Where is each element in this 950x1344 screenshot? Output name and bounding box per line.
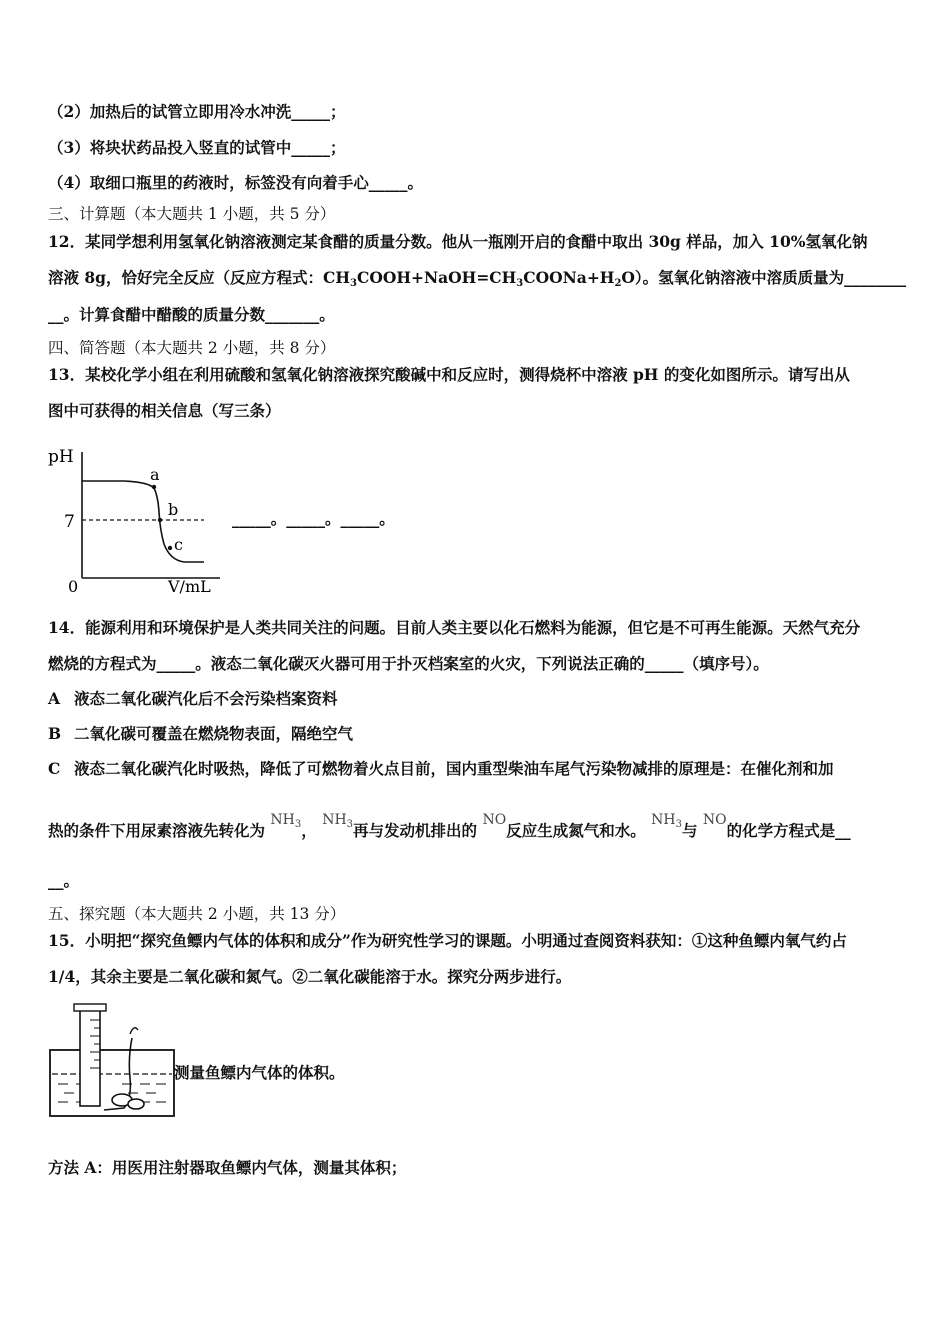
point-b-marker (158, 518, 162, 522)
nh3-3-base: NH (651, 812, 676, 828)
x-axis-label: V/mL (168, 577, 211, 594)
option-b-letter: B (48, 724, 62, 743)
q13-line-1: 13．某校化学小组在利用硫酸和氢氧化钠溶液探究酸碱中和反应时，测得烧杯中溶液 pH 的变化如图所示。请写出从 (48, 365, 850, 384)
q12-line-3: __。计算食醋中醋酸的质量分数_______。 (48, 305, 335, 324)
q11-item-3: （3）将块状药品投入竖直的试管中_____； (48, 138, 346, 157)
q14-line-2: 燃烧的方程式为_____。液态二氧化碳灭火器可用于扑灭档案室的火灾，下列说法正确的_____（填序号）。 (48, 654, 769, 673)
nh3-1-base: NH (270, 812, 295, 828)
q14-option-a (48, 689, 338, 709)
q14-line-end: __。 (48, 871, 80, 890)
nh3-formula-1 (270, 812, 301, 828)
option-b-text: 二氧化碳可覆盖在燃烧物表面，隔绝空气 (74, 724, 354, 743)
nh3-text-c: 反应生成氮气和水。 (506, 821, 646, 840)
nh3-text-a: 热的条件下用尿素溶液先转化为 (48, 821, 266, 840)
fish-bladder-2 (128, 1099, 144, 1109)
nh3-formula-2 (322, 812, 353, 828)
ph7-label: 7 (64, 512, 75, 532)
nh3-text-e: 的化学方程式是__ (726, 821, 851, 840)
nh3-text-b: 再与发动机排出的 (353, 821, 478, 840)
q14-nh3-line (48, 812, 851, 847)
measuring-cylinder (80, 1010, 100, 1106)
q12-line-2-a: 溶液 8g，恰好完全反应（反应方程式：CH (48, 268, 351, 287)
q12-line-1: 12．某同学想利用氢氧化钠溶液测定某食醋的质量分数。他从一瓶刚开启的食醋中取出 30g 样品，加入 10%氢氧化钠 (48, 232, 868, 251)
section-4-title: 四、简答题（本大题共 2 小题，共 8 分） (48, 339, 336, 357)
q14-option-c (48, 759, 834, 779)
q13-blanks: _____。_____。_____。 (232, 509, 395, 528)
q12-sub-2: 3 (516, 278, 524, 289)
no-formula-2: NO (702, 812, 727, 828)
ph-curve (82, 481, 204, 562)
gas-collection-apparatus (44, 998, 180, 1120)
nh3-formula-3 (651, 812, 682, 828)
q14-option-b (48, 724, 353, 744)
q12-sub-3: 2 (614, 278, 622, 289)
q14-line-1: 14．能源利用和环境保护是人类共同关注的问题。目前人类主要以化石燃料为能源，但它是不可再生能源。天然气充分 (48, 618, 861, 637)
point-c-label: c (174, 535, 183, 554)
trough (50, 1050, 174, 1116)
q12-line-2-d: O）。氢氧化钠溶液中溶质质量为________ (621, 268, 907, 287)
cylinder-base (74, 1004, 106, 1011)
q15-line-2: 1/4，其余主要是二氧化碳和氮气。②二氧化碳能溶于水。探究分两步进行。 (48, 967, 572, 986)
nh3-2-sub: 3 (346, 819, 354, 830)
y-axis-label: pH (48, 447, 74, 467)
nh3-3-sub: 3 (675, 819, 682, 830)
nh3-separator: ， (301, 821, 317, 840)
point-a-marker (152, 485, 156, 489)
q15-apparatus-caption: 测量鱼鳔内气体的体积。 (174, 1063, 345, 1082)
nh3-2-base: NH (322, 812, 347, 828)
nh3-1-sub: 3 (294, 819, 302, 830)
q12-sub-1: 3 (350, 278, 357, 289)
option-c-letter: C (48, 759, 61, 778)
q15-method-a: 方法 A：用医用注射器取鱼鳔内气体，测量其体积； (48, 1158, 407, 1177)
section-5-title: 五、探究题（本大题共 2 小题，共 13 分） (48, 905, 346, 923)
q13-line-2: 图中可获得的相关信息（写三条） (48, 401, 281, 420)
q12-line-2-c: COONa+H (523, 268, 615, 287)
q11-item-4: （4）取细口瓶里的药液时，标签没有向着手心_____。 (48, 173, 424, 192)
nh3-text-d: 与 (681, 821, 698, 840)
no-formula-1: NO (482, 812, 507, 828)
q12-line-2-b: COOH+NaOH=CH (356, 268, 517, 287)
ph-curve-chart (44, 436, 244, 594)
point-b-label: b (168, 500, 179, 519)
option-c-text: 液态二氧化碳汽化时吸热，降低了可燃物着火点目前，国内重型柴油车尾气污染物减排的原理是：在催化剂和加 (74, 759, 834, 778)
q12-line-2 (48, 268, 906, 294)
q15-line-1: 15．小明把“探究鱼鳔内气体的体积和成分”作为研究性学习的课题。小明通过查阅资料获知：①这种鱼鳔内氧气约占 (48, 931, 847, 950)
point-a-label: a (150, 465, 160, 484)
section-3-title: 三、计算题（本大题共 1 小题，共 5 分） (48, 205, 336, 223)
tube-hook (130, 1028, 138, 1034)
option-a-letter: A (48, 689, 61, 708)
q11-item-2: （2）加热后的试管立即用冷水冲洗_____； (48, 102, 346, 121)
point-c-marker (168, 546, 172, 550)
option-a-text: 液态二氧化碳汽化后不会污染档案资料 (74, 689, 338, 708)
origin-label: 0 (68, 577, 79, 594)
